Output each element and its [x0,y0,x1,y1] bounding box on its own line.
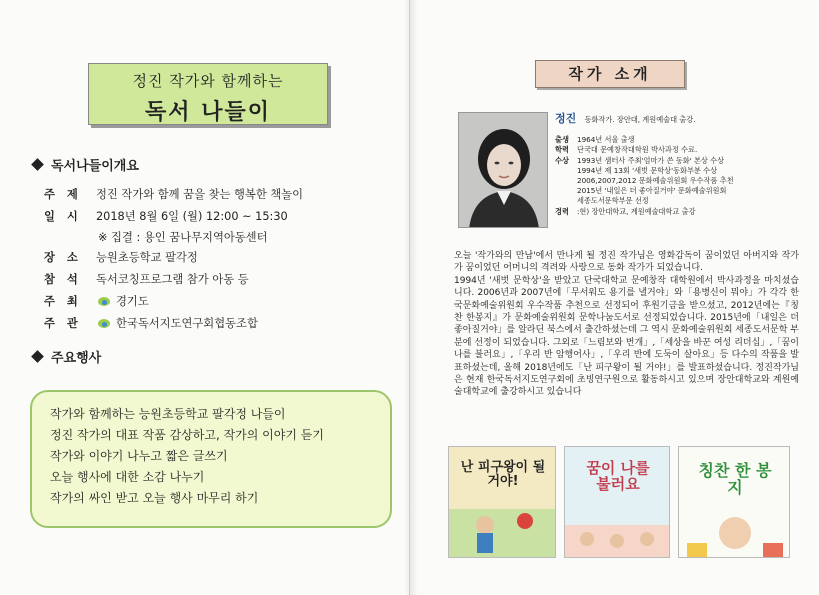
author-photo-icon [459,113,548,228]
author-bio [555,114,795,217]
book-title: 꿈이 나를 불러요 [586,459,650,493]
events-heading [33,347,101,366]
book-cover-praise [678,446,790,558]
bio-row-birth [555,135,795,145]
title-box [88,63,328,125]
info-value: 2018년 8월 6일 (월) 12:00 ~ 15:30 [96,210,288,223]
info-key: 주최 [44,295,90,308]
author-intro-title: 작가 소개 [535,60,685,88]
info-value: 능원초등학교 팔각정 [96,251,198,264]
info-list [44,183,394,334]
title-line2: 독서 나들이 [145,100,271,125]
info-key: 장소 [44,251,90,264]
author-description [454,250,799,399]
event-item: 정진 작가의 대표 작품 감상하고, 작가의 이야기 듣기 [50,428,324,442]
diamond-bullet-icon [31,350,44,363]
author-name-line [555,114,795,125]
author-name: 정진 [555,112,577,125]
author-portrait [458,112,548,228]
author-card [454,110,794,230]
outline-heading-text: 독서나들이개요 [51,159,139,174]
event-item: 오늘 행사에 대한 소감 나누기 [50,470,205,484]
bio-line: 1994년 제 13회 '새벗 문학상'동화부분 수상 [577,165,718,175]
book-covers [448,446,803,558]
bio-key: 수상 [555,155,569,165]
info-row-date [44,205,394,227]
bio-key: 학력 [555,145,569,155]
book-title: 난 피구왕이 될 거야! [460,460,546,489]
description-paragraph: 오늘 '작가와의 만남'에서 만나게 될 정진 작가님은 영화감독이 꿈이었던 아버지와 작가가 꿈이었던 어머니의 격려와 사랑으로 동화 작가가 되었습니다. [454,251,799,274]
events-box [30,390,392,528]
author-role: 동화작가. 장안대, 계원예술대 출강. [584,115,696,124]
book-cover-dream [564,446,670,558]
info-row-organizer [44,312,394,334]
bio-line: 2006,2007,2012 문화예술위원회 우수작품 추천 [577,176,734,186]
info-value-organizer [96,315,394,332]
book-cover-dodgeball [448,446,556,558]
info-value: ※ 집결 : 용인 꿈나무지역아동센터 [98,230,268,244]
info-value: 경기도 [116,294,149,308]
bio-row-awards [555,156,795,207]
info-key: 주관 [44,317,90,330]
event-item: 작가의 싸인 받고 오늘 행사 마무리 하기 [50,491,259,505]
bio-line: 단국대 문예창작대학원 박사과정 수료. [577,145,698,155]
info-row-attend [44,268,394,290]
bio-row-education [555,145,795,155]
info-row-host [44,290,394,312]
bio-line: 1964년 서울 출생 [577,135,635,145]
bio-line: 1993년 샘터사 주최'엄마가 쓴 동화' 본상 수상 [577,155,725,165]
center-fold [404,0,418,595]
outline-heading [33,155,139,174]
book-title: 칭찬 한 봉지 [698,461,772,497]
events-heading-text: 주요행사 [51,351,102,366]
diamond-bullet-icon [31,158,44,171]
bio-line: :현) 장안대학교, 계원예술대학교 출강 [577,206,696,216]
info-row-theme [44,183,394,205]
bio-line: 세종도서문학부문 선정 [577,196,649,206]
info-value-host [96,293,394,310]
info-key: 일시 [44,210,90,223]
event-item: 작가와 이야기 나누고 짧은 글쓰기 [50,449,228,463]
bio-row-career [555,207,795,217]
info-value: 정진 작가와 함께 꿈을 찾는 행복한 책놀이 [96,188,304,201]
info-value: 한국독서지도연구회협동조합 [116,316,258,330]
event-item: 작가와 함께하는 능원초등학교 팔각정 나들이 [50,407,286,421]
description-paragraph: 1994년 '새벗 문학상'을 받았고 단국대학교 문예창작 대학원에서 박사과정을 마치셨습니다. 2006년과 2007년에「무서워도 용기를 낼거야」와「용병신이 뭐야」가 각각 한국문화예술위원회 우수작품 추천으로 선정되어 후원기금을 받으셨고, 2012년에는『칭찬 한봉지』가 문화예술위원회 문학나눔도서로 선정되었습니다. 2015년에「내일은 더 좋아질거야」를 알라딘 북스에서 출간하셨는데 그 역시 문화예술위원회 세종도서문학 부분에 선정이 되었습니다. 그외로「느림보와 번개」,「세상을 바꾼 여성 리더십」,「꿈이 나를 불러요」,「우리 반 암행어사」,「우리 반에 도둑이 살아요」등 다수의 작품을 발표하셨는데, 올해 2018년에도「난 피구왕이 될 거야!」를 발표하셨습니다. 정진작가님은 현재 한국독서지도연구회에 초빙연구원으로 활동하시고 있으며 장안대학교와 계원예술대학교에 출강하시고 있습니다 [454,275,799,398]
association-logo-icon [96,316,114,332]
info-row-gather [44,227,394,246]
bio-key: 출생 [555,135,569,145]
bio-line: 2015년 '내일은 더 좋아질거야' 문화예술위원회 [577,186,727,196]
bio-key: 경력 [555,206,569,216]
info-value: 독서코칭프로그램 참가 아동 등 [96,273,249,286]
info-key: 주제 [44,188,90,201]
title-line1: 정진 작가와 함께하는 [132,72,284,90]
gyeonggi-logo-icon [96,294,114,310]
right-page [410,0,819,595]
info-row-place [44,246,394,268]
info-key: 참석 [44,273,90,286]
